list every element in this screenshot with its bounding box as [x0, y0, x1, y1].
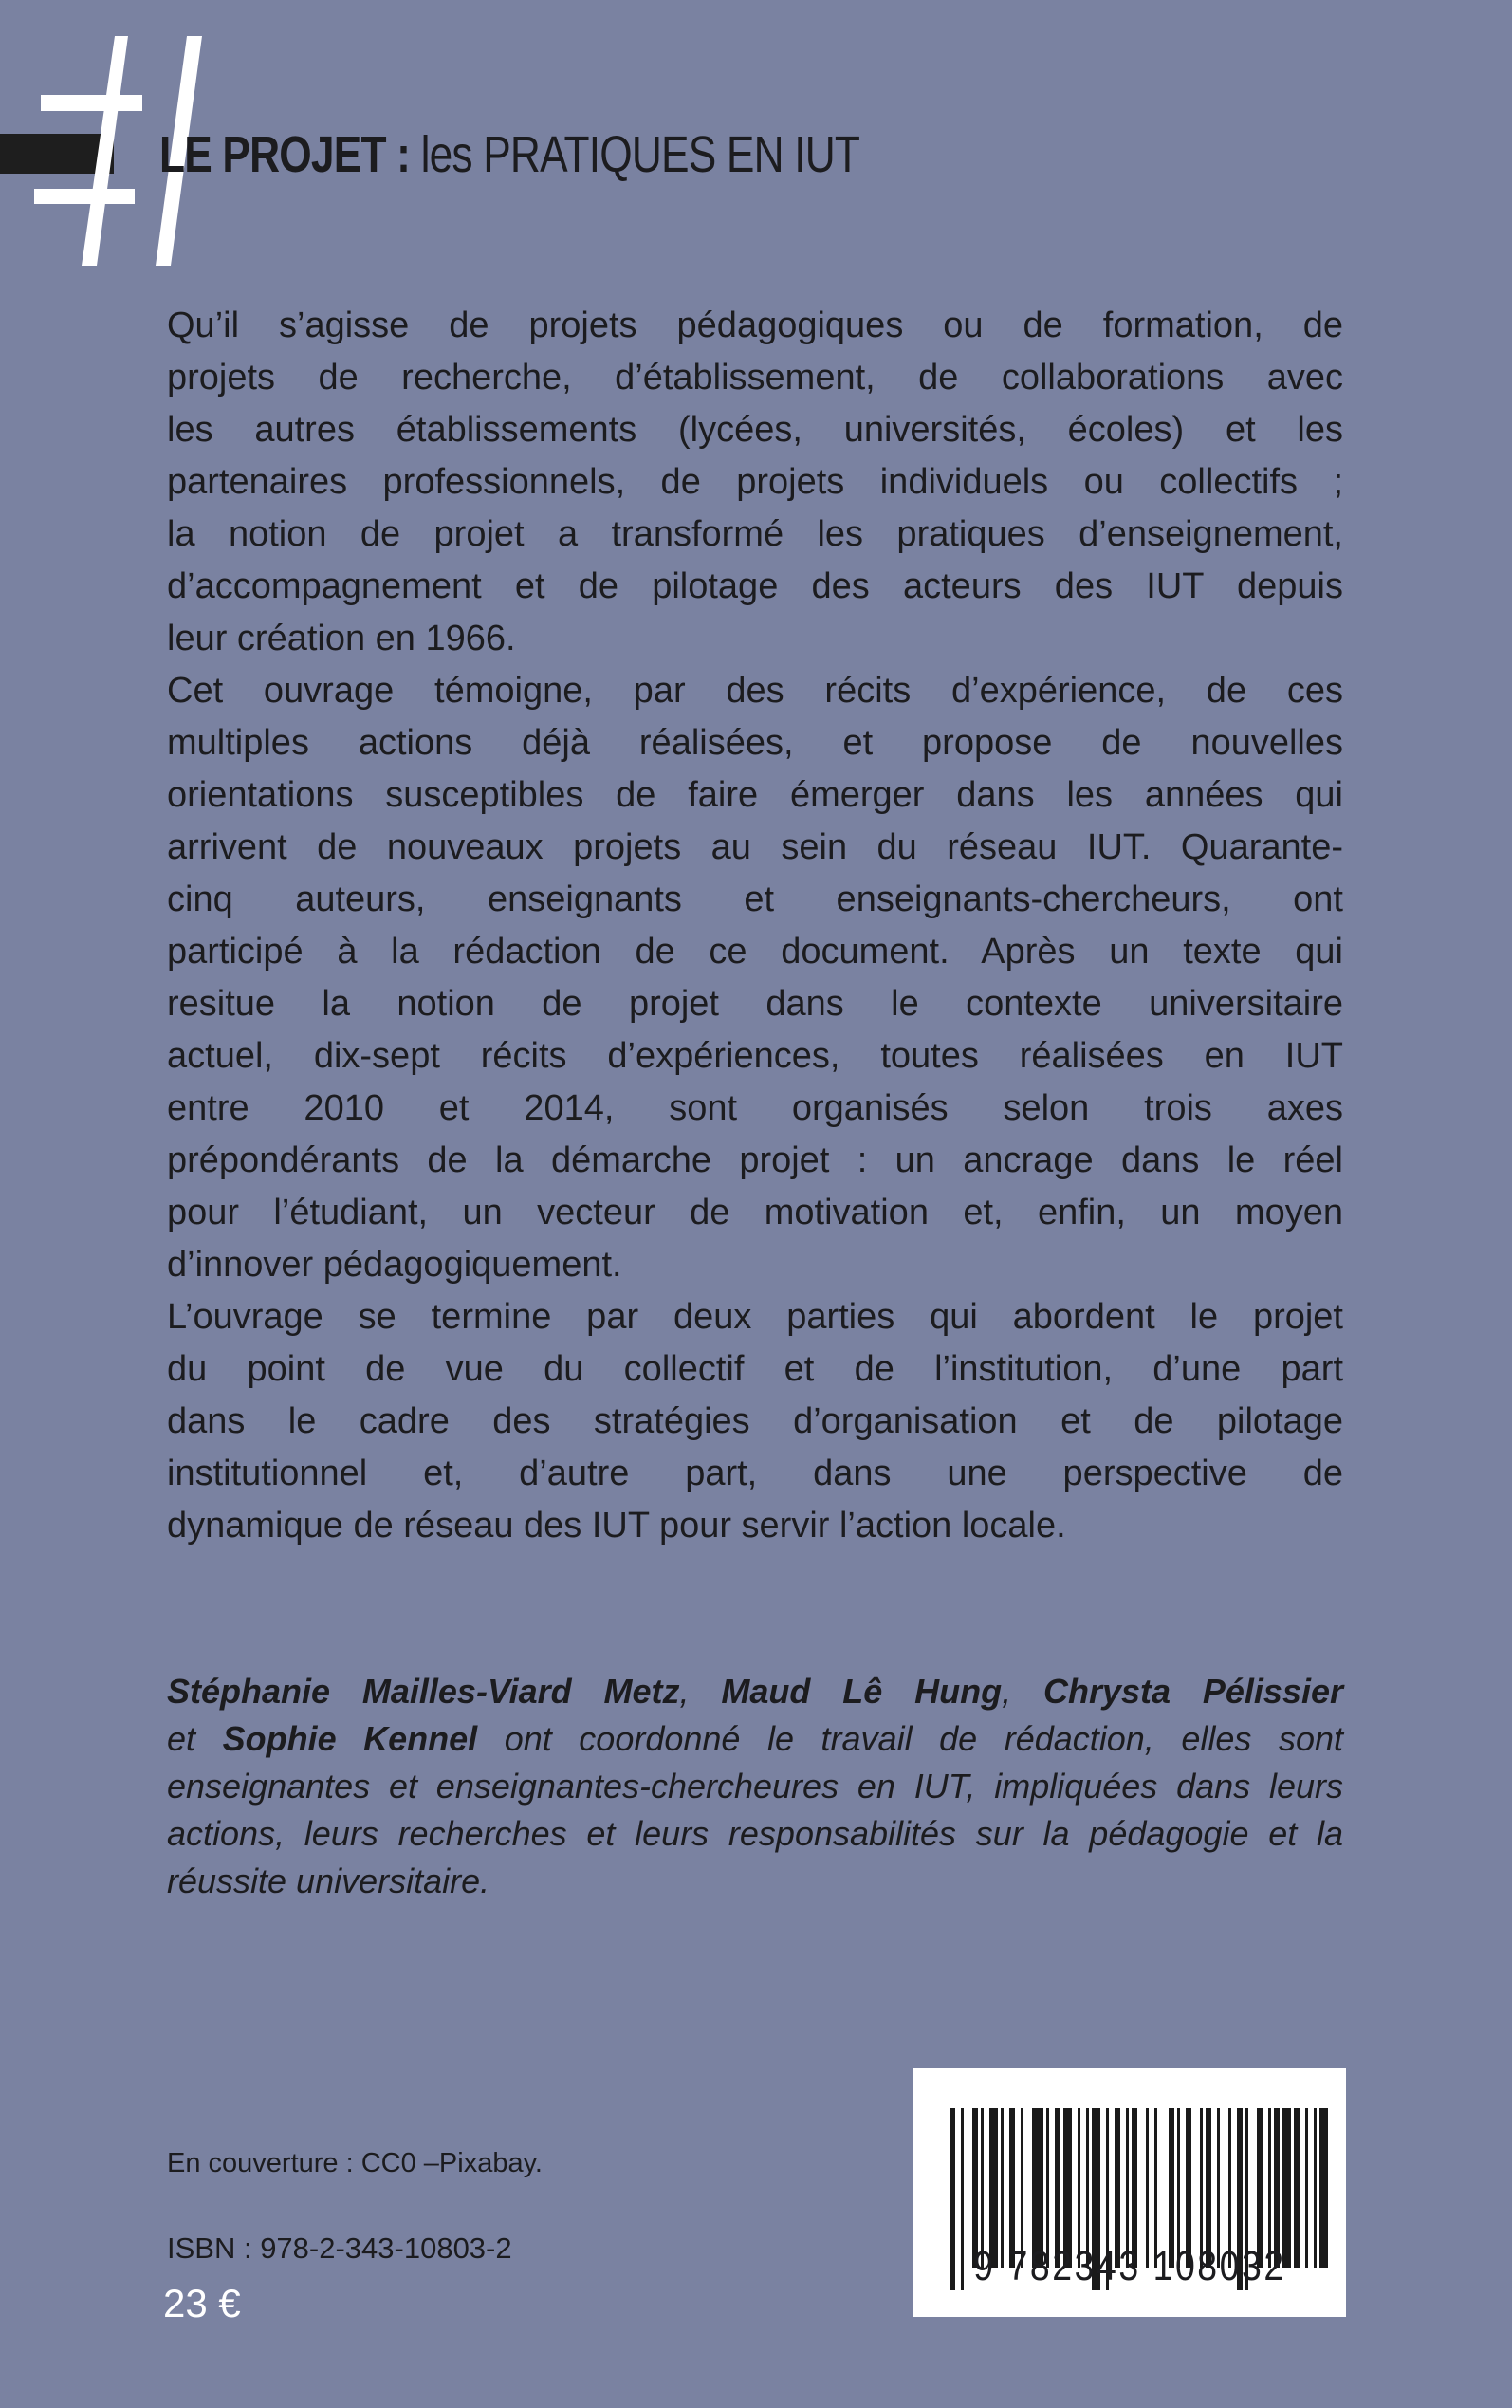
blurb-line: resitue la notion de projet dans le contexte universitaire: [167, 984, 1343, 1024]
authors-line: réussite universitaire.: [167, 1862, 490, 1900]
text: ont coordonné le travail de rédaction, elles sont: [477, 1719, 1343, 1758]
blurb-text: [167, 300, 1343, 1552]
blurb-line: dynamique de réseau des IUT pour servir l’action locale.: [167, 1506, 1066, 1546]
barcode-bar: [1314, 2108, 1317, 2268]
blurb-line: partenaires professionnels, de projets individuels ou collectifs ;: [167, 462, 1343, 502]
blurb-line: la notion de projet a transformé les pratiques d’enseignement,: [167, 514, 1343, 554]
blurb-line: L’ouvrage se termine par deux parties qui abordent le projet: [167, 1297, 1343, 1337]
blurb-line: du point de vue du collectif et de l’institution, d’une part: [167, 1349, 1343, 1389]
authors-line: actions, leurs recherches et leurs responsabilités sur la pédagogie et la: [167, 1814, 1343, 1853]
blurb-line: leur création en 1966.: [167, 619, 516, 658]
barcode: [913, 2068, 1346, 2317]
author-name: Sophie Kennel: [222, 1719, 478, 1758]
title-bold: LE PROJET: [159, 126, 386, 183]
blurb-line: actuel, dix-sept récits d’expériences, toutes réalisées en IUT: [167, 1036, 1343, 1076]
title-subtitle: les PRATIQUES EN IUT: [420, 126, 860, 183]
blurb-line: institutionnel et, d’autre part, dans une perspective de: [167, 1454, 1343, 1493]
author-name: Maud Lê Hung: [721, 1672, 1003, 1711]
blurb-line: les autres établissements (lycées, universités, écoles) et les: [167, 410, 1343, 450]
blurb-line: prépondérants de la démarche projet : un ancrage dans le réel: [167, 1140, 1343, 1180]
price: 23 €: [163, 2281, 241, 2325]
blurb-line: pour l’étudiant, un vecteur de motivation et, enfin, un moyen: [167, 1193, 1343, 1232]
blurb-line: projets de recherche, d’établissement, de collaborations avec: [167, 358, 1343, 398]
sep: ,: [1002, 1672, 1043, 1711]
authors-note: [167, 1668, 1343, 1905]
blurb-line: entre 2010 et 2014, sont organisés selon trois axes: [167, 1088, 1343, 1128]
blurb-line: orientations susceptibles de faire émerger dans les années qui: [167, 775, 1343, 815]
isbn: ISBN : 978-2-343-10803-2: [167, 2232, 512, 2265]
blurb-line: d’accompagnement et de pilotage des acteurs des IUT depuis: [167, 566, 1343, 606]
blurb-line: cinq auteurs, enseignants et enseignants-chercheurs, ont: [167, 880, 1343, 919]
blurb-line: participé à la rédaction de ce document. Après un texte qui: [167, 932, 1343, 972]
text: et: [167, 1719, 223, 1758]
blurb-line: multiples actions déjà réalisées, et propose de nouvelles: [167, 723, 1343, 763]
authors-line: enseignantes et enseignantes-chercheures en IUT, impliquées dans leurs: [167, 1767, 1343, 1806]
blurb-line: Qu’il s’agisse de projets pédagogiques ou de formation, de: [167, 306, 1343, 345]
title-separator: :: [385, 126, 421, 183]
blurb-line: d’innover pédagogiquement.: [167, 1245, 622, 1285]
cover-credit: En couverture : CC0 –Pixabay.: [167, 2148, 543, 2178]
blurb-line: arrivent de nouveaux projets au sein du réseau IUT. Quarante-: [167, 827, 1343, 867]
author-name: Stéphanie Mailles-Viard Metz: [167, 1672, 680, 1711]
cover-title: [159, 121, 859, 188]
sep: ,: [679, 1672, 722, 1711]
barcode-bar: [1319, 2108, 1328, 2268]
blurb-line: dans le cadre des stratégies d’organisation et de pilotage: [167, 1401, 1343, 1441]
author-name: Chrysta Pélissier: [1042, 1672, 1343, 1711]
blurb-line: Cet ouvrage témoigne, par des récits d’expérience, de ces: [167, 671, 1343, 711]
barcode-number: 9 782343 108032: [973, 2243, 1286, 2289]
